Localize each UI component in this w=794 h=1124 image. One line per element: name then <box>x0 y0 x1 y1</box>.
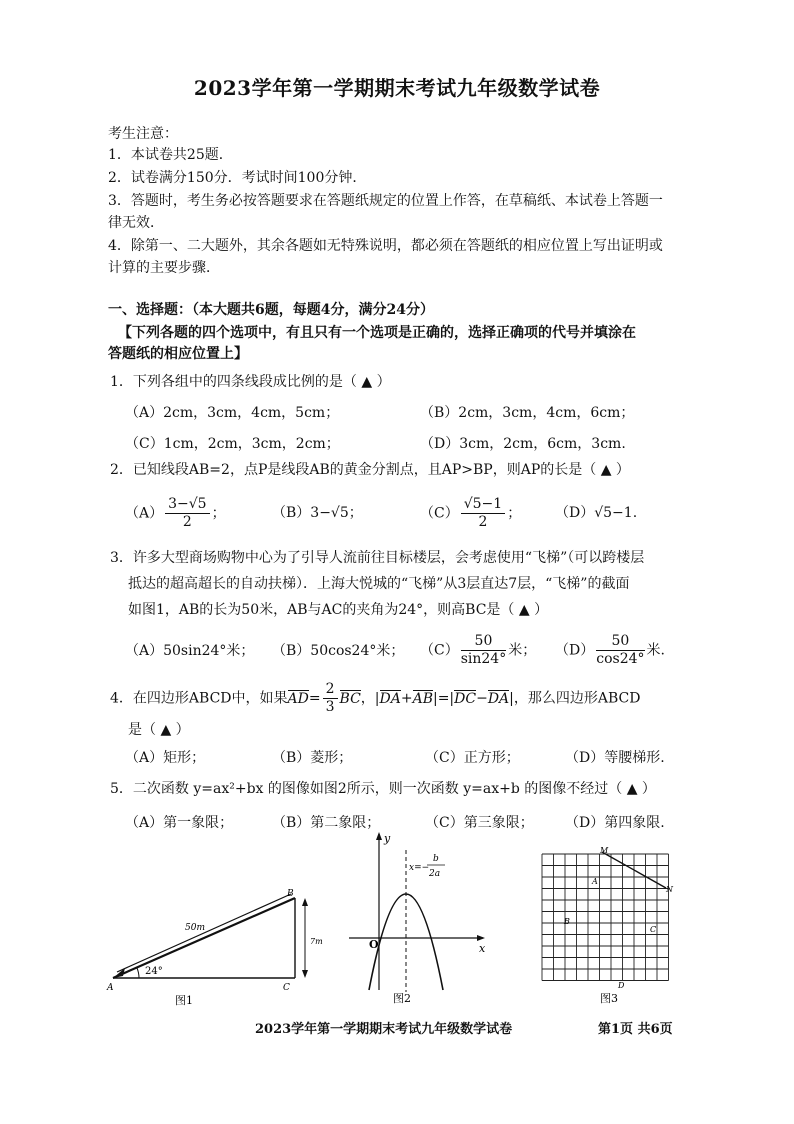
fig2-caption: 图2 <box>393 992 411 1005</box>
fig1-dim-arrow-top <box>302 898 308 906</box>
q4-option-b: （B）菱形； <box>272 750 353 766</box>
fig3-caption: 图3 <box>600 992 618 1005</box>
section-heading: 一、选择题：（本大题共6题，每题4分，满分24分） <box>108 302 434 318</box>
footer-page-number: 第1页 共6页 <box>598 1022 673 1037</box>
notice-heading: 考生注意： <box>108 126 178 142</box>
notice-item: 2．试卷满分150分．考试时间100分钟． <box>108 170 367 186</box>
fig2-2a-label: 2a <box>429 869 441 879</box>
question-3-line: 3．许多大型商场购物中心为了引导人流前往目标楼层，会考虑使用“飞梯”（可以跨楼层 <box>110 550 645 566</box>
q3-option-d: （D） $\frac{50}{\cos 24^\circ}$ 米. <box>555 633 665 667</box>
q3-option-a: （A）50sin24°米； <box>125 643 255 659</box>
question-4-stem: 4．在四边形ABCD中，如果AD= $\frac{2}{3}$ BC，|DA+AB|=|DC−DA|，那么四边形ABCD <box>110 681 641 715</box>
notice-item: 1．本试卷共25题． <box>108 147 233 163</box>
fig3-point-d: D <box>618 981 625 990</box>
page-title: 2023学年第一学期期末考试九年级数学试卷 <box>193 76 601 100</box>
notice-item: 计算的主要步骤． <box>108 260 220 276</box>
question-3-line: 抵达的超高超长的自动扶梯）．上海大悦城的“飞梯”从3层直达7层，“飞梯”的截面 <box>128 576 630 592</box>
q5-option-c: （C）第三象限； <box>425 815 534 831</box>
q5-option-d: （D）第四象限. <box>565 815 665 831</box>
q1-option-a: （A）2cm，3cm，4cm，5cm； <box>125 405 340 421</box>
fig2-b-label: b <box>433 854 439 864</box>
fig1-ab-label: 50m <box>185 923 205 933</box>
figure-1-escalator <box>105 880 325 1010</box>
fig2-x-label: x <box>479 942 486 955</box>
fig3-point-n: N <box>666 885 673 894</box>
q1-option-d: （D）3cm，2cm，6cm，3cm. <box>420 436 626 452</box>
fig1-point-b: B <box>287 889 294 899</box>
fig1-line-ab <box>113 898 295 978</box>
fig1-point-a: A <box>107 983 114 993</box>
question-1-stem: 1．下列各组中的四条线段成比例的是（ ▲ ） <box>110 374 391 390</box>
fig3-grid-lines <box>542 854 669 981</box>
figure-2-parabola <box>345 830 495 1010</box>
fig3-point-a: A <box>592 877 598 886</box>
fig2-axis-eq-label: x=− <box>409 863 430 873</box>
notice-item: 4．除第一、二大题外，其余各题如无特殊说明，都必须在答题纸的相应位置上写出证明或 <box>108 238 663 254</box>
q1-option-c: （C）1cm，2cm，3cm，2cm； <box>125 436 340 452</box>
footer-title: 2023学年第一学期期末考试九年级数学试卷 <box>255 1022 513 1037</box>
fig2-origin-label: O <box>369 938 379 951</box>
question-4-line2: 是（ ▲ ） <box>128 722 190 738</box>
fig3-point-b: B <box>564 917 570 926</box>
q2-option-b: （B）3−√5； <box>272 505 363 521</box>
section-instruction: 答题纸的相应位置上】 <box>108 346 248 362</box>
section-instruction: 【下列各题的四个选项中，有且只有一个选项是正确的，选择正确项的代号并填涂在 <box>118 325 636 341</box>
fig1-angle-arc <box>137 968 139 978</box>
fig2-y-label: y <box>384 832 391 845</box>
fig1-angle-label: 24° <box>145 966 163 977</box>
figure-3-grid <box>530 842 690 1010</box>
fig1-bc-label: 7m <box>310 937 323 946</box>
fig2-x-arrow <box>477 935 485 941</box>
question-2-stem: 2．已知线段AB=2，点P是线段AB的黄金分割点，且AP>BP，则AP的长是（ ▲ ） <box>110 462 630 478</box>
q3-option-b: （B）50cos24°米； <box>272 643 405 659</box>
fig3-point-c: C <box>650 925 657 934</box>
fig1-caption: 图1 <box>175 994 193 1007</box>
fig1-point-c: C <box>283 983 290 993</box>
q4-option-c: （C）正方形； <box>425 750 520 766</box>
fig1-dim-arrow-bottom <box>302 970 308 978</box>
notice-item: 律无效． <box>108 215 164 231</box>
q2-option-c: （C） $\frac{√5-1}{2}$ ； <box>420 496 522 530</box>
q4-option-a: （A）矩形； <box>125 750 206 766</box>
question-5-stem: 5．二次函数 y=ax²+bx 的图像如图2所示，则一次函数 y=ax+b 的图像不经过（ ▲ ） <box>110 781 656 797</box>
q2-option-d: （D）√5−1. <box>555 505 638 521</box>
fig3-point-m: M <box>600 846 609 855</box>
q3-option-c: （C） $\frac{50}{\sin 24^\circ}$ 米； <box>420 633 537 667</box>
q5-option-b: （B）第二象限； <box>272 815 381 831</box>
fig1-line-ab-inner <box>117 894 291 972</box>
q2-option-a: （A） $\frac{3-√5}{2}$ ； <box>125 496 226 530</box>
q4-option-d: （D）等腰梯形. <box>565 750 665 766</box>
q1-option-b: （B）2cm，3cm，4cm，6cm； <box>420 405 635 421</box>
fig2-y-arrow <box>376 832 382 840</box>
question-3-line: 如图1，AB的长为50米，AB与AC的夹角为24°，则高BC是（ ▲ ） <box>128 602 549 618</box>
notice-item: 3．答题时，考生务必按答题要求在答题纸规定的位置上作答，在草稿纸、本试卷上答题一 <box>108 193 663 209</box>
q5-option-a: （A）第一象限； <box>125 815 234 831</box>
